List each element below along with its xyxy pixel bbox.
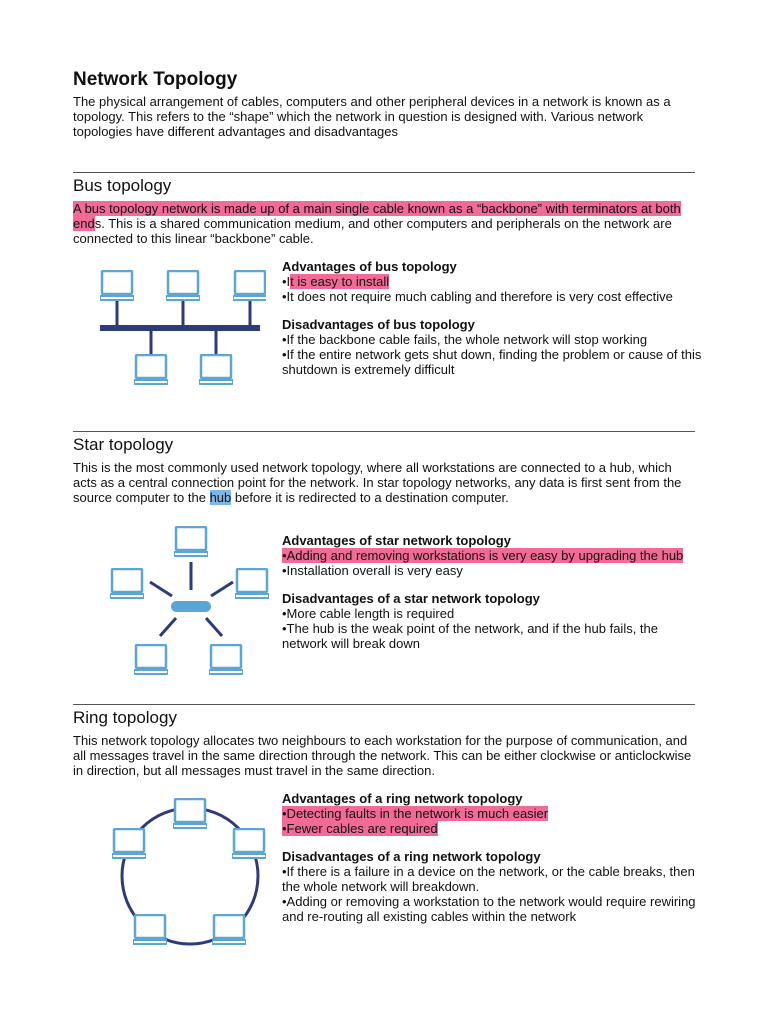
- computer-icon: [232, 829, 266, 858]
- hub-icon: [171, 601, 211, 612]
- ring-pros-cons: [282, 792, 702, 924]
- star-link-line: [160, 618, 176, 636]
- bus-backbone: [100, 325, 260, 331]
- computer-icon: [174, 527, 208, 556]
- ring-heading: Ring topology: [73, 708, 177, 727]
- computer-icon: [112, 829, 146, 858]
- computer-icon: [134, 355, 168, 384]
- computer-icon: [235, 569, 269, 598]
- star-advantage-bullet: •: [282, 547, 287, 563]
- star-description: [73, 460, 695, 505]
- computer-icon: [212, 915, 246, 944]
- bus-advantage-bullet: •I: [282, 273, 291, 289]
- computer-icon: [199, 355, 233, 384]
- star-advantage-highlight: Adding and removing workstations is very easy by upgrading the hub: [286, 547, 684, 563]
- star-link-line: [211, 582, 233, 596]
- star-link-line: [150, 582, 172, 596]
- bus-disadvantage-item: •If the backbone cable fails, the whole network will stop working: [282, 332, 648, 348]
- star-disadvantage-item: •The hub is the weak point of the network, and if the hub fails, the network will break down: [282, 620, 659, 651]
- star-disadvantages-title: Disadvantages of a star network topology: [282, 591, 540, 607]
- ring-disadvantage-item: •If there is a failure in a device on the network, or the cable breaks, then the whole network will breakdown.: [282, 864, 695, 894]
- ring-advantage-highlight: •Detecting faults in the network is much easier: [282, 805, 549, 821]
- section-divider: [73, 172, 695, 173]
- computer-icon: [100, 271, 134, 300]
- ring-description: This network topology allocates two neighbours to each workstation for the purpose of communication, and all messages travel in the same direction through the network. This can be either clockwise or anticlockwise in direction, but all messages must travel in the same direction.: [73, 733, 692, 778]
- bus-description: [73, 201, 695, 246]
- ring-topology-diagram: [108, 798, 270, 948]
- intro-paragraph: The physical arrangement of cables, computers and other peripheral devices in a network is known as a topology. This refers to the “shape” which the network in question is designed with. Various network topologies have different advantages and disadvantages: [73, 94, 671, 139]
- section-divider: [73, 431, 695, 432]
- star-advantages-title: Advantages of star network topology: [282, 533, 511, 548]
- bus-description-highlight: A bus topology network is made up of a main single cable known as a “backbone” with terminators at both end: [73, 201, 681, 231]
- ring-disadvantages-title: Disadvantages of a ring network topology: [282, 849, 541, 865]
- ring-advantage-item: [282, 807, 702, 822]
- star-description-text-end: before it is redirected to a destination computer.: [231, 490, 509, 505]
- bus-advantage-item: [282, 275, 702, 290]
- bus-pros-cons: [282, 260, 702, 378]
- bus-advantage-item: •It does not require much cabling and therefore is very cost effective: [282, 288, 673, 304]
- computer-icon: [209, 645, 243, 674]
- section-divider: [73, 704, 695, 705]
- star-advantage-item: •Installation overall is very easy: [282, 562, 463, 578]
- star-pros-cons: [282, 534, 702, 652]
- star-disadvantage-item: •More cable length is required: [282, 606, 455, 622]
- star-advantage-item: [282, 549, 702, 564]
- bus-disadvantages-title: Disadvantages of bus topology: [282, 317, 475, 333]
- star-heading: Star topology: [73, 435, 174, 454]
- computer-icon: [134, 645, 168, 674]
- intro-block: [73, 68, 695, 139]
- bus-advantages-title: Advantages of bus topology: [282, 259, 457, 274]
- bus-description-rest: s. This is a shared communication medium, and other computers and peripherals on the network are connected to this linear “backbone” cable.: [73, 216, 672, 246]
- star-description-text: This is the most commonly used network topology, where all workstations are connected to a hub, which acts as a central connection point for the network. In star topology networks, any data is first sent from the source computer to the: [73, 460, 682, 505]
- page-title: Network Topology: [73, 69, 238, 90]
- ring-disadvantage-item: •Adding or removing a workstation to the network would require rewiring and re-routing all existing cables within the network: [282, 893, 696, 924]
- computer-icon: [166, 271, 200, 300]
- bus-topology-diagram: [96, 268, 266, 388]
- computer-icon: [133, 915, 167, 944]
- star-topology-diagram: [108, 524, 274, 676]
- computer-icon: [110, 569, 144, 598]
- bus-disadvantage-item: •If the entire network gets shut down, finding the problem or cause of this shutdown is extremely difficult: [282, 346, 702, 377]
- ring-advantages-title: Advantages of a ring network topology: [282, 791, 523, 806]
- computer-icon: [233, 271, 266, 300]
- star-link-line: [206, 618, 222, 636]
- ring-advantage-highlight: •Fewer cables are required: [282, 820, 438, 836]
- star-description-highlight: hub: [209, 490, 232, 505]
- bus-advantage-highlight: t is easy to install: [290, 273, 390, 289]
- bus-heading: Bus topology: [73, 176, 172, 195]
- computer-icon: [173, 799, 207, 828]
- ring-advantage-item: [282, 822, 702, 837]
